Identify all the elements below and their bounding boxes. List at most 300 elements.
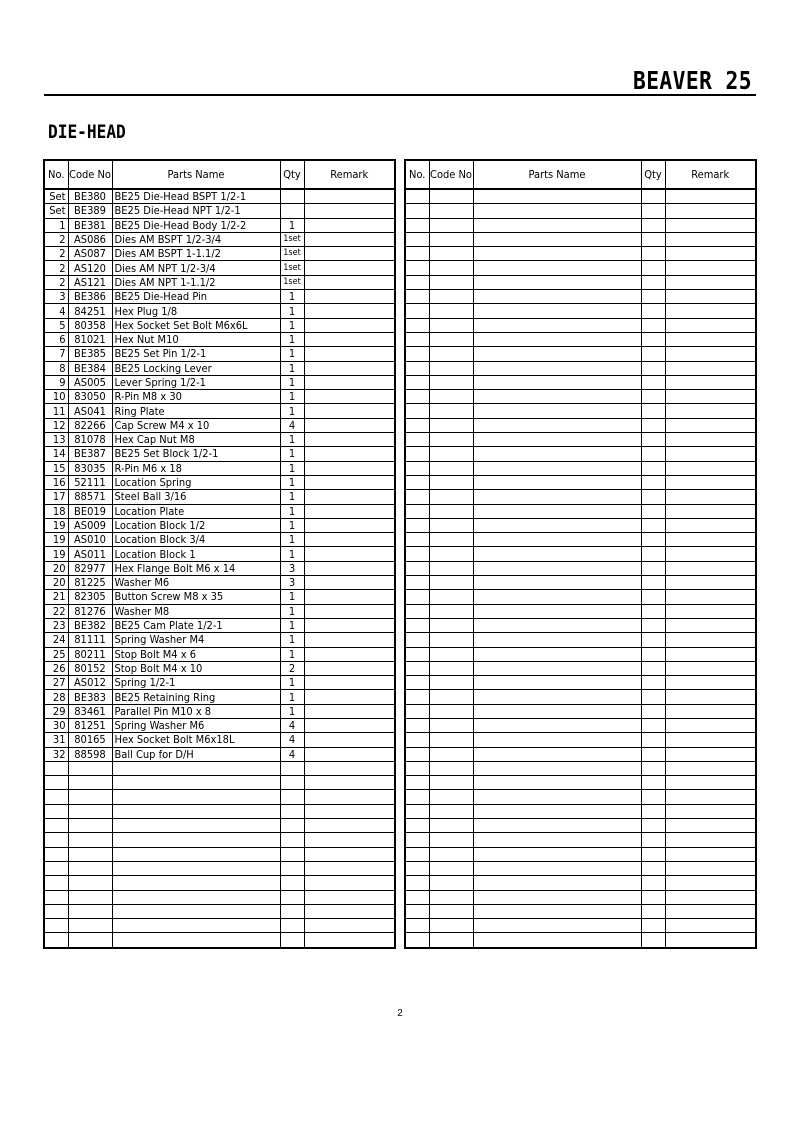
cell-remark bbox=[665, 861, 756, 875]
column-header-remark: Remark bbox=[665, 160, 756, 189]
cell-no bbox=[405, 361, 429, 375]
cell-parts-name bbox=[473, 218, 641, 232]
cell-parts-name bbox=[473, 618, 641, 632]
cell-no bbox=[405, 433, 429, 447]
table-row bbox=[44, 761, 395, 775]
cell-parts-name: Dies AM BSPT 1/2-3/4 bbox=[112, 232, 280, 246]
cell-qty: 3 bbox=[280, 576, 304, 590]
cell-no: 9 bbox=[44, 375, 68, 389]
cell-remark bbox=[304, 633, 395, 647]
table-row bbox=[44, 347, 395, 361]
cell-qty bbox=[280, 890, 304, 904]
cell-no bbox=[405, 561, 429, 575]
cell-qty bbox=[641, 690, 665, 704]
table-row bbox=[405, 275, 756, 289]
cell-qty bbox=[641, 861, 665, 875]
cell-parts-name: BE25 Die-Head BSPT 1/2-1 bbox=[112, 189, 280, 204]
cell-code bbox=[429, 433, 473, 447]
cell-remark bbox=[665, 490, 756, 504]
cell-no bbox=[405, 518, 429, 532]
cell-remark bbox=[665, 576, 756, 590]
cell-qty bbox=[641, 933, 665, 948]
cell-qty bbox=[641, 676, 665, 690]
cell-parts-name: Hex Cap Nut M8 bbox=[112, 433, 280, 447]
table-row bbox=[44, 447, 395, 461]
table-row bbox=[405, 361, 756, 375]
cell-remark bbox=[665, 547, 756, 561]
cell-parts-name bbox=[473, 490, 641, 504]
cell-remark bbox=[665, 290, 756, 304]
cell-no bbox=[405, 332, 429, 346]
table-row bbox=[44, 275, 395, 289]
cell-no: Set bbox=[44, 189, 68, 204]
cell-no: 23 bbox=[44, 618, 68, 632]
cell-code bbox=[429, 904, 473, 918]
cell-qty: 1set bbox=[280, 247, 304, 261]
cell-remark bbox=[304, 504, 395, 518]
cell-code bbox=[429, 347, 473, 361]
cell-qty: 1set bbox=[280, 261, 304, 275]
cell-qty bbox=[641, 733, 665, 747]
cell-code: BE386 bbox=[68, 290, 112, 304]
cell-no: 19 bbox=[44, 533, 68, 547]
cell-code bbox=[429, 590, 473, 604]
cell-no bbox=[44, 833, 68, 847]
cell-qty bbox=[641, 290, 665, 304]
cell-no: 27 bbox=[44, 676, 68, 690]
table-row bbox=[405, 533, 756, 547]
cell-no: 30 bbox=[44, 718, 68, 732]
cell-remark bbox=[304, 733, 395, 747]
cell-remark bbox=[304, 461, 395, 475]
cell-no bbox=[405, 475, 429, 489]
cell-code: 83050 bbox=[68, 390, 112, 404]
table-row bbox=[44, 404, 395, 418]
cell-code bbox=[429, 218, 473, 232]
cell-code: 81225 bbox=[68, 576, 112, 590]
table-row bbox=[44, 819, 395, 833]
cell-remark bbox=[665, 447, 756, 461]
cell-remark bbox=[304, 261, 395, 275]
cell-code: 81078 bbox=[68, 433, 112, 447]
cell-code: BE384 bbox=[68, 361, 112, 375]
table-row bbox=[44, 304, 395, 318]
cell-parts-name bbox=[473, 933, 641, 948]
cell-parts-name bbox=[112, 776, 280, 790]
table-row bbox=[405, 618, 756, 632]
cell-remark bbox=[665, 189, 756, 204]
cell-code: BE383 bbox=[68, 690, 112, 704]
cell-remark bbox=[665, 204, 756, 218]
table-row bbox=[44, 718, 395, 732]
cell-no bbox=[405, 904, 429, 918]
cell-parts-name bbox=[112, 847, 280, 861]
cell-no bbox=[405, 418, 429, 432]
table-row bbox=[405, 433, 756, 447]
table-row bbox=[405, 332, 756, 346]
cell-code: 83035 bbox=[68, 461, 112, 475]
table-row bbox=[44, 461, 395, 475]
cell-parts-name bbox=[473, 361, 641, 375]
cell-code: 52111 bbox=[68, 475, 112, 489]
cell-code: BE387 bbox=[68, 447, 112, 461]
cell-no bbox=[405, 833, 429, 847]
cell-remark bbox=[665, 375, 756, 389]
cell-remark bbox=[665, 475, 756, 489]
cell-no: 15 bbox=[44, 461, 68, 475]
cell-no: 32 bbox=[44, 747, 68, 761]
cell-code bbox=[429, 790, 473, 804]
cell-parts-name: Spring Washer M6 bbox=[112, 718, 280, 732]
cell-qty bbox=[641, 275, 665, 289]
cell-code: AS087 bbox=[68, 247, 112, 261]
cell-qty: 1 bbox=[280, 633, 304, 647]
cell-qty: 1 bbox=[280, 590, 304, 604]
cell-no bbox=[405, 633, 429, 647]
cell-code bbox=[429, 390, 473, 404]
cell-qty bbox=[641, 447, 665, 461]
cell-parts-name: Hex Socket Bolt M6x18L bbox=[112, 733, 280, 747]
cell-code: 80211 bbox=[68, 647, 112, 661]
cell-parts-name bbox=[473, 447, 641, 461]
cell-no: 17 bbox=[44, 490, 68, 504]
cell-code bbox=[429, 547, 473, 561]
cell-qty bbox=[641, 304, 665, 318]
cell-qty bbox=[641, 761, 665, 775]
cell-parts-name: Dies AM NPT 1/2-3/4 bbox=[112, 261, 280, 275]
cell-qty bbox=[641, 475, 665, 489]
cell-no: 10 bbox=[44, 390, 68, 404]
cell-remark bbox=[304, 804, 395, 818]
cell-parts-name bbox=[473, 761, 641, 775]
table-row bbox=[44, 533, 395, 547]
parts-table-left bbox=[43, 159, 396, 949]
cell-qty: 1 bbox=[280, 347, 304, 361]
table-row bbox=[44, 204, 395, 218]
table-row bbox=[405, 604, 756, 618]
cell-no bbox=[44, 904, 68, 918]
cell-remark bbox=[304, 347, 395, 361]
cell-no: Set bbox=[44, 204, 68, 218]
cell-qty bbox=[641, 433, 665, 447]
cell-parts-name bbox=[473, 475, 641, 489]
table-row bbox=[44, 490, 395, 504]
cell-remark bbox=[304, 847, 395, 861]
cell-remark bbox=[304, 189, 395, 204]
table-row bbox=[44, 418, 395, 432]
cell-parts-name bbox=[473, 604, 641, 618]
cell-code bbox=[429, 490, 473, 504]
cell-remark bbox=[304, 819, 395, 833]
cell-qty bbox=[641, 404, 665, 418]
cell-no: 18 bbox=[44, 504, 68, 518]
cell-code bbox=[429, 647, 473, 661]
cell-qty: 1 bbox=[280, 475, 304, 489]
table-row bbox=[44, 776, 395, 790]
cell-remark bbox=[665, 833, 756, 847]
cell-qty bbox=[641, 576, 665, 590]
cell-parts-name: R-Pin M8 x 30 bbox=[112, 390, 280, 404]
cell-code bbox=[429, 518, 473, 532]
cell-parts-name: BE25 Die-Head Pin bbox=[112, 290, 280, 304]
cell-code: BE380 bbox=[68, 189, 112, 204]
cell-qty: 1 bbox=[280, 290, 304, 304]
table-row bbox=[44, 747, 395, 761]
cell-no bbox=[405, 275, 429, 289]
cell-parts-name bbox=[473, 390, 641, 404]
cell-qty bbox=[641, 261, 665, 275]
cell-no bbox=[44, 861, 68, 875]
cell-no: 25 bbox=[44, 647, 68, 661]
cell-qty: 1 bbox=[280, 390, 304, 404]
cell-remark bbox=[304, 590, 395, 604]
cell-remark bbox=[304, 576, 395, 590]
cell-parts-name bbox=[112, 833, 280, 847]
cell-remark bbox=[304, 661, 395, 675]
table-row bbox=[405, 861, 756, 875]
cell-no bbox=[405, 876, 429, 890]
cell-qty bbox=[280, 933, 304, 948]
table-row bbox=[44, 318, 395, 332]
cell-parts-name bbox=[473, 861, 641, 875]
cell-parts-name bbox=[473, 676, 641, 690]
cell-parts-name: BE25 Set Pin 1/2-1 bbox=[112, 347, 280, 361]
cell-qty: 1 bbox=[280, 361, 304, 375]
cell-qty: 1 bbox=[280, 461, 304, 475]
cell-parts-name bbox=[473, 833, 641, 847]
table-row bbox=[44, 833, 395, 847]
column-header-no: No. bbox=[44, 160, 68, 189]
cell-no bbox=[44, 933, 68, 948]
cell-remark bbox=[665, 504, 756, 518]
cell-no: 24 bbox=[44, 633, 68, 647]
cell-qty: 1 bbox=[280, 518, 304, 532]
cell-qty bbox=[280, 847, 304, 861]
cell-parts-name bbox=[473, 189, 641, 204]
table-row bbox=[405, 876, 756, 890]
table-row bbox=[405, 318, 756, 332]
cell-qty bbox=[641, 347, 665, 361]
table-row bbox=[405, 547, 756, 561]
cell-parts-name: BE25 Die-Head Body 1/2-2 bbox=[112, 218, 280, 232]
cell-code bbox=[68, 861, 112, 875]
cell-code bbox=[429, 232, 473, 246]
cell-qty bbox=[641, 633, 665, 647]
cell-parts-name bbox=[473, 590, 641, 604]
cell-code: BE382 bbox=[68, 618, 112, 632]
column-header-code: Code No bbox=[429, 160, 473, 189]
cell-remark bbox=[665, 404, 756, 418]
cell-no bbox=[405, 247, 429, 261]
cell-qty: 1 bbox=[280, 647, 304, 661]
cell-no bbox=[405, 218, 429, 232]
table-row bbox=[405, 633, 756, 647]
table-row bbox=[44, 733, 395, 747]
cell-code: AS086 bbox=[68, 232, 112, 246]
cell-remark bbox=[304, 933, 395, 948]
document-header bbox=[44, 62, 756, 96]
cell-remark bbox=[304, 919, 395, 933]
cell-no bbox=[405, 790, 429, 804]
cell-qty bbox=[280, 904, 304, 918]
cell-code: BE381 bbox=[68, 218, 112, 232]
cell-remark bbox=[665, 275, 756, 289]
cell-parts-name: Location Plate bbox=[112, 504, 280, 518]
cell-remark bbox=[304, 747, 395, 761]
cell-no: 13 bbox=[44, 433, 68, 447]
cell-parts-name bbox=[473, 733, 641, 747]
cell-remark bbox=[665, 647, 756, 661]
cell-remark bbox=[665, 904, 756, 918]
cell-qty bbox=[641, 919, 665, 933]
cell-code: 83461 bbox=[68, 704, 112, 718]
cell-no: 4 bbox=[44, 304, 68, 318]
cell-code bbox=[429, 275, 473, 289]
table-row bbox=[44, 247, 395, 261]
cell-remark bbox=[665, 461, 756, 475]
table-row bbox=[405, 304, 756, 318]
cell-parts-name: Dies AM BSPT 1-1.1/2 bbox=[112, 247, 280, 261]
cell-qty bbox=[641, 504, 665, 518]
cell-qty: 1 bbox=[280, 604, 304, 618]
cell-qty bbox=[641, 218, 665, 232]
cell-remark bbox=[665, 390, 756, 404]
cell-parts-name bbox=[473, 204, 641, 218]
table-row bbox=[44, 604, 395, 618]
cell-code: BE385 bbox=[68, 347, 112, 361]
cell-remark bbox=[304, 618, 395, 632]
cell-remark bbox=[304, 361, 395, 375]
table-row bbox=[405, 761, 756, 775]
cell-code: AS041 bbox=[68, 404, 112, 418]
cell-remark bbox=[665, 890, 756, 904]
column-header-name: Parts Name bbox=[112, 160, 280, 189]
cell-code: 82266 bbox=[68, 418, 112, 432]
table-row bbox=[44, 547, 395, 561]
cell-parts-name bbox=[473, 232, 641, 246]
table-row bbox=[405, 690, 756, 704]
cell-parts-name bbox=[473, 661, 641, 675]
cell-remark bbox=[304, 304, 395, 318]
table-row bbox=[405, 461, 756, 475]
cell-parts-name bbox=[112, 761, 280, 775]
cell-code bbox=[429, 375, 473, 389]
cell-code bbox=[68, 876, 112, 890]
table-row bbox=[44, 876, 395, 890]
cell-remark bbox=[304, 676, 395, 690]
cell-qty bbox=[641, 318, 665, 332]
cell-code: 84251 bbox=[68, 304, 112, 318]
cell-parts-name: BE25 Die-Head NPT 1/2-1 bbox=[112, 204, 280, 218]
table-header-row bbox=[405, 160, 756, 189]
cell-no: 7 bbox=[44, 347, 68, 361]
cell-remark bbox=[304, 518, 395, 532]
table-row bbox=[405, 204, 756, 218]
cell-remark bbox=[304, 547, 395, 561]
cell-code: 80358 bbox=[68, 318, 112, 332]
table-row bbox=[44, 633, 395, 647]
cell-code bbox=[429, 533, 473, 547]
cell-code bbox=[429, 633, 473, 647]
cell-code bbox=[429, 704, 473, 718]
cell-code bbox=[429, 761, 473, 775]
table-row bbox=[44, 390, 395, 404]
cell-remark bbox=[304, 318, 395, 332]
cell-no bbox=[44, 761, 68, 775]
cell-code bbox=[68, 790, 112, 804]
document-title: BEAVER 25 bbox=[633, 66, 752, 95]
cell-qty bbox=[641, 332, 665, 346]
cell-parts-name: Location Block 3/4 bbox=[112, 533, 280, 547]
cell-remark bbox=[304, 533, 395, 547]
cell-parts-name: Ball Cup for D/H bbox=[112, 747, 280, 761]
cell-qty bbox=[280, 919, 304, 933]
table-row bbox=[405, 247, 756, 261]
cell-parts-name bbox=[473, 919, 641, 933]
cell-code bbox=[429, 361, 473, 375]
cell-code bbox=[429, 776, 473, 790]
cell-parts-name bbox=[112, 904, 280, 918]
cell-remark bbox=[304, 332, 395, 346]
table-row bbox=[405, 776, 756, 790]
cell-no bbox=[405, 647, 429, 661]
table-row bbox=[405, 747, 756, 761]
cell-code bbox=[429, 418, 473, 432]
cell-qty: 1 bbox=[280, 218, 304, 232]
cell-qty bbox=[641, 661, 665, 675]
cell-parts-name: Hex Flange Bolt M6 x 14 bbox=[112, 561, 280, 575]
cell-remark bbox=[665, 933, 756, 948]
cell-parts-name: Stop Bolt M4 x 6 bbox=[112, 647, 280, 661]
cell-parts-name: Spring Washer M4 bbox=[112, 633, 280, 647]
cell-remark bbox=[304, 876, 395, 890]
cell-no: 2 bbox=[44, 275, 68, 289]
cell-code: AS011 bbox=[68, 547, 112, 561]
cell-no: 28 bbox=[44, 690, 68, 704]
cell-remark bbox=[665, 819, 756, 833]
cell-code bbox=[429, 461, 473, 475]
cell-parts-name bbox=[112, 790, 280, 804]
cell-no bbox=[405, 747, 429, 761]
cell-no bbox=[405, 661, 429, 675]
cell-qty bbox=[641, 833, 665, 847]
cell-qty bbox=[280, 876, 304, 890]
table-row bbox=[405, 518, 756, 532]
cell-qty bbox=[641, 776, 665, 790]
cell-remark bbox=[304, 604, 395, 618]
cell-remark bbox=[665, 876, 756, 890]
table-row bbox=[44, 804, 395, 818]
cell-code bbox=[68, 819, 112, 833]
cell-qty bbox=[641, 890, 665, 904]
cell-qty: 1 bbox=[280, 404, 304, 418]
cell-code bbox=[429, 576, 473, 590]
cell-no: 5 bbox=[44, 318, 68, 332]
cell-no: 16 bbox=[44, 475, 68, 489]
cell-parts-name: Location Block 1 bbox=[112, 547, 280, 561]
cell-code: 81276 bbox=[68, 604, 112, 618]
cell-code bbox=[429, 690, 473, 704]
cell-remark bbox=[665, 318, 756, 332]
table-row bbox=[405, 504, 756, 518]
table-row bbox=[405, 647, 756, 661]
cell-no bbox=[405, 447, 429, 461]
cell-no bbox=[405, 890, 429, 904]
cell-qty bbox=[641, 647, 665, 661]
cell-no: 3 bbox=[44, 290, 68, 304]
cell-no bbox=[44, 819, 68, 833]
cell-parts-name bbox=[473, 318, 641, 332]
